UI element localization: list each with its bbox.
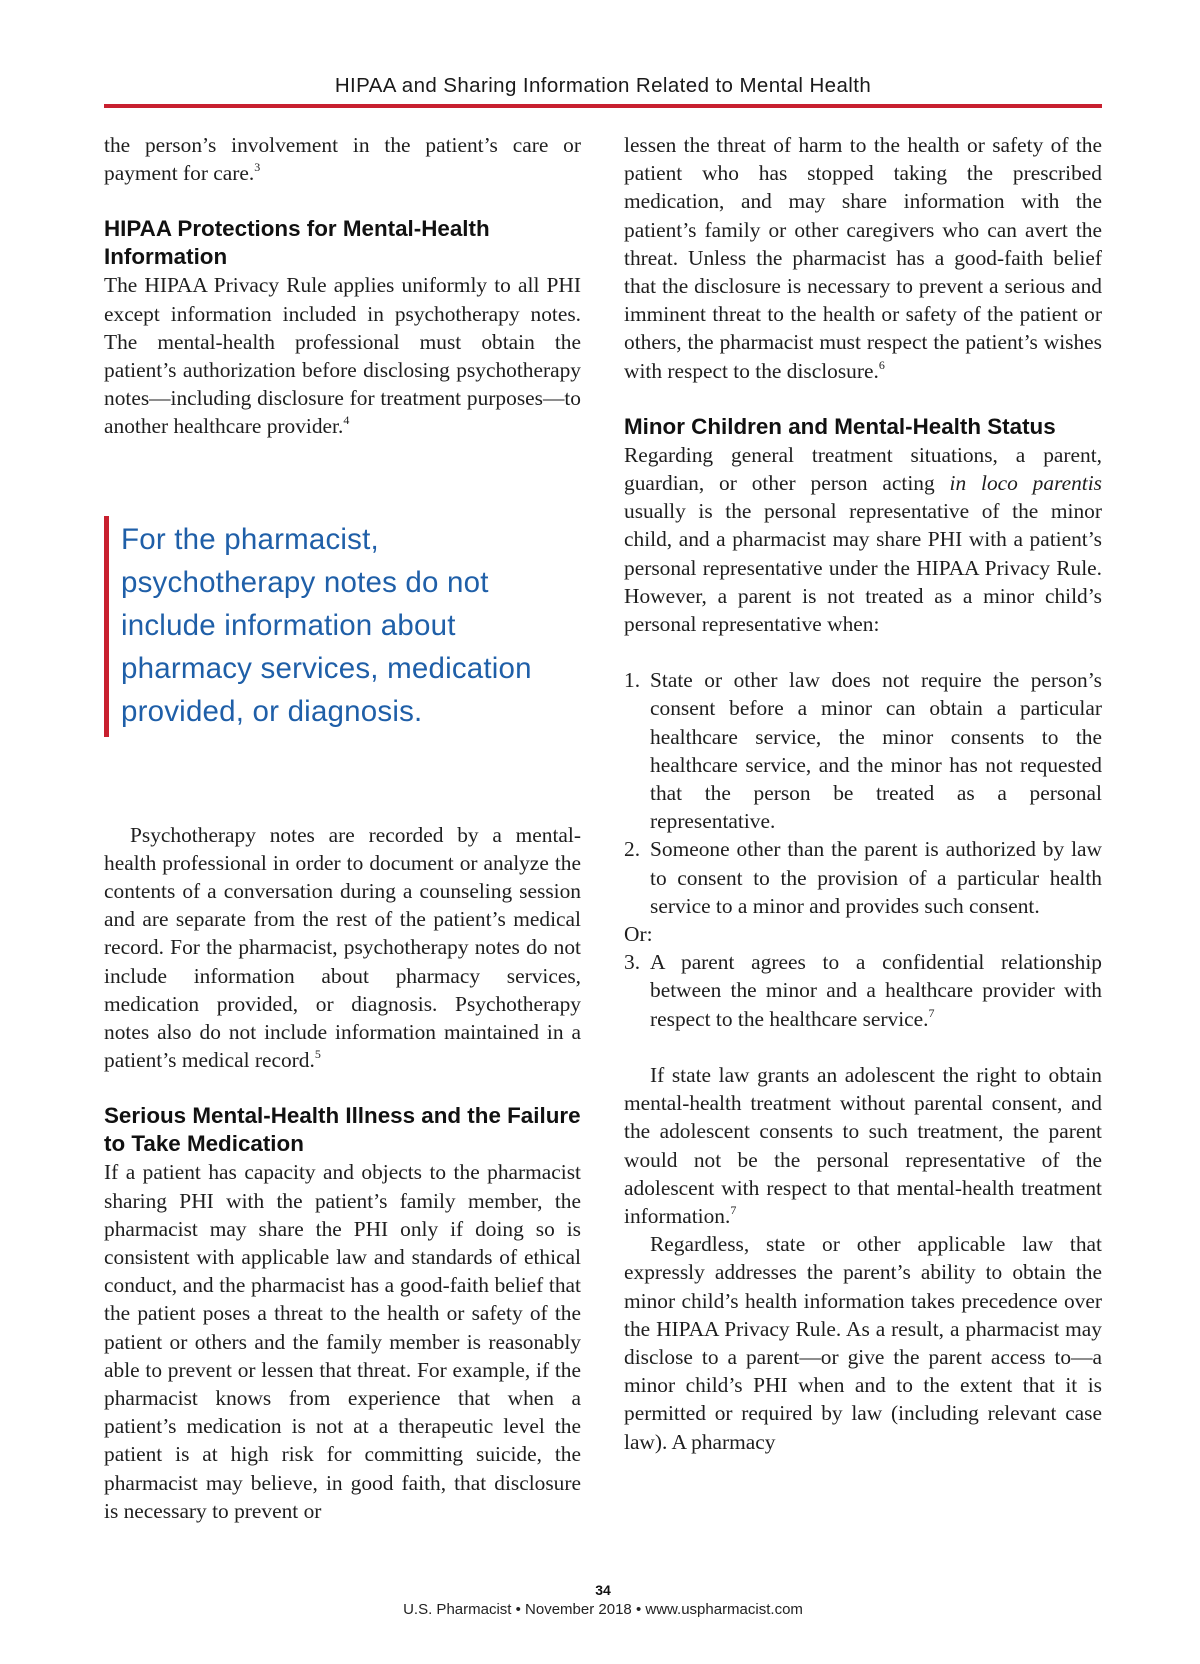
publication-footer: U.S. Pharmacist • November 2018 • www.uspharmacist.com <box>403 1601 803 1618</box>
paragraph-text: usually is the personal representative of the minor child, and a pharmacist may share PHI with a patient’s personal representative under the HIPAA Privacy Rule. However, a parent is not treated as a minor child’s personal representative when: <box>624 499 1102 637</box>
paragraph-lessen-threat <box>624 131 1102 385</box>
paragraph-psychotherapy-notes <box>104 821 581 1075</box>
pull-quote: For the pharmacist, psychotherapy notes do not include information about pharmacy services, medication provided, or diagnosis. <box>104 516 581 737</box>
paragraph-text: lessen the threat of harm to the health or safety of the patient who has stopped taking the prescribed medication, and may share information with the patient’s family or other caregivers who can avert the threat. Unless the pharmacist has a good-faith belief that the disclosure is necessary to prevent a serious and imminent threat to the health or safety of the patient or others, the pharmacist must respect the patient’s wishes with respect to the disclosure. <box>624 133 1102 383</box>
list-number: 2. <box>624 837 641 862</box>
paragraph-capacity: If a patient has capacity and objects to the pharmacist sharing PHI with the patient’s family member, the pharmacist may share the PHI only if doing so is consistent with applicable law and standards of ethical conduct, and the pharmacist has a good-faith belief that the patient poses a threat to the health or safety of the patient or others and the family member is reasonably able to prevent or lessen that threat. For example, if the pharmacist knows from experience that when a patient’s medication is not at a therapeutic level the patient is at high risk for committing suicide, the pharmacist may believe, in good faith, that disclosure is necessary to prevent or <box>104 1160 581 1523</box>
footnote-ref: 3 <box>254 160 261 175</box>
section-heading-serious-illness: Serious Mental-Health Illness and the Failure to Take Medication <box>104 1103 581 1157</box>
paragraph-privacy-rule <box>104 271 581 440</box>
list-item <box>624 666 1102 835</box>
header-rule <box>104 104 1102 108</box>
paragraph-continued <box>104 131 581 187</box>
conditions-list <box>624 666 1102 920</box>
list-item <box>624 948 1102 1033</box>
footnote-ref: 4 <box>343 413 350 428</box>
paragraph-text: the person’s involvement in the patient’s care or payment for care. <box>104 133 581 186</box>
or-label: Or: <box>624 922 653 947</box>
section-heading-protections: HIPAA Protections for Mental-Health Information <box>104 216 490 270</box>
latin-phrase: in loco parentis <box>949 471 1103 496</box>
list-item-text: Someone other than the parent is authorized by law to consent to the provision of a particular health service to a minor and provides such consent. <box>650 837 1102 918</box>
paragraph-state-law <box>624 1061 1102 1230</box>
paragraph-text: Regarding general treatment situations, a parent, guardian, or other person acting <box>624 442 1102 496</box>
footnote-ref: 7 <box>730 1202 737 1217</box>
paragraph-text: If state law grants an adolescent the right to obtain mental-health treatment without parental consent, and the adolescent consents to such treatment, the parent would not be the personal representative of the adolescent with respect to that mental-health treatment information. <box>624 1062 1102 1228</box>
running-head-title: HIPAA and Sharing Information Related to Mental Health <box>334 74 872 97</box>
paragraph-general-treatment <box>624 441 1102 638</box>
left-column <box>104 131 581 1525</box>
paragraph-text: The HIPAA Privacy Rule applies uniformly to all PHI except information included in psychotherapy notes. The mental-health professional must obtain the patient’s authorization before disclosing psychotherapy notes—including disclosure for treatment purposes—to another healthcare provider. <box>104 273 581 439</box>
right-column <box>624 131 1102 1456</box>
list-number: 3. <box>624 950 641 975</box>
list-number: 1. <box>624 668 641 693</box>
conditions-list-continued <box>624 948 1102 1033</box>
page-number: 34 <box>595 1582 611 1598</box>
list-item <box>624 835 1102 920</box>
footnote-ref: 7 <box>928 1005 935 1020</box>
footnote-ref: 6 <box>878 357 885 372</box>
footnote-ref: 5 <box>314 1047 321 1062</box>
list-item-text: State or other law does not require the person’s consent before a minor can obtain a particular healthcare service, the minor consents to the healthcare service, and the minor has not requested that the person be treated as a personal representative. <box>650 668 1102 834</box>
paragraph-regardless: Regardless, state or other applicable law that expressly addresses the parent’s ability to obtain the minor child’s health information takes precedence over the HIPAA Privacy Rule. As a result, a pharmacist may disclose to a parent—or give the parent access to—a minor child’s PHI when and to the extent that it is permitted or required by law (including relevant case law). A pharmacy <box>624 1232 1102 1454</box>
paragraph-text: Psychotherapy notes are recorded by a mental-health professional in order to document or analyze the contents of a conversation during a counseling session and are separate from the rest of the patient’s medical record. For the pharmacist, psychotherapy notes do not include information about pharmacy services, medication provided, or diagnosis. Psychotherapy notes also do not include information maintained in a patient’s medical record. <box>104 822 581 1073</box>
list-item-text: A parent agrees to a confidential relationship between the minor and a healthcare provider with respect to the healthcare service. <box>650 950 1102 1031</box>
section-heading-minor-children: Minor Children and Mental-Health Status <box>624 413 1056 439</box>
